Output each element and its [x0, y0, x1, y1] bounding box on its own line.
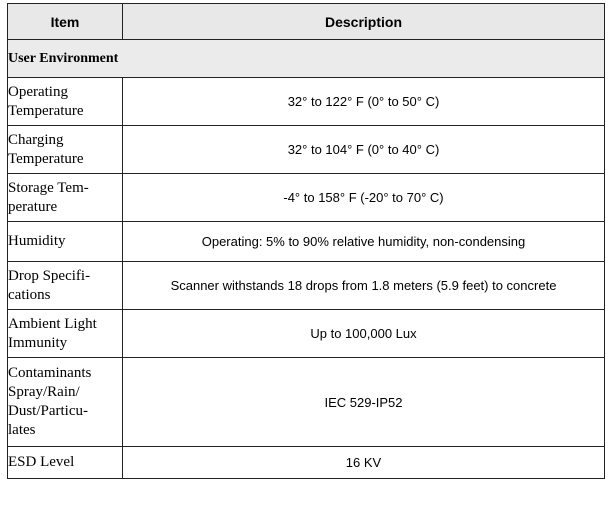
header-description: Description: [123, 4, 605, 40]
item-label-line: Drop Specifi-: [8, 267, 91, 284]
description-cell: 16 KV: [123, 447, 605, 479]
table-row: [8, 358, 605, 447]
description-cell: 32° to 104° F (0° to 40° C): [123, 126, 605, 174]
description-cell: IEC 529-IP52: [123, 358, 605, 447]
item-cell: [8, 358, 123, 447]
description-cell: Up to 100,000 Lux: [123, 310, 605, 358]
item-label-line: cations: [8, 286, 51, 303]
table-row: [8, 126, 605, 174]
item-cell: [8, 78, 123, 126]
item-label-line: Contaminants: [8, 365, 92, 381]
item-cell: [8, 222, 123, 262]
item-label-line: Temperature: [8, 102, 84, 119]
item-label-line: Ambient Light: [8, 315, 97, 332]
item-cell: [8, 262, 123, 310]
item-label-line: Storage Tem-: [8, 179, 89, 196]
item-cell: [8, 174, 123, 222]
table-row: [8, 222, 605, 262]
description-cell: -4° to 158° F (-20° to 70° C): [123, 174, 605, 222]
item-label-line: Dust/Particu-: [8, 403, 88, 419]
section-title: User Environment: [8, 40, 605, 78]
item-label-line: perature: [8, 198, 58, 215]
item-label-line: Temperature: [8, 150, 84, 167]
item-label-line: Spray/Rain/: [8, 384, 80, 400]
table-row: [8, 174, 605, 222]
item-cell: [8, 126, 123, 174]
header-item: Item: [8, 4, 123, 40]
table-row: [8, 447, 605, 479]
table-row: [8, 262, 605, 310]
item-label-line: Immunity: [8, 334, 68, 351]
item-label-line: Charging: [8, 131, 64, 148]
table-row: [8, 310, 605, 358]
description-cell: Operating: 5% to 90% relative humidity, non-condensing: [123, 222, 605, 262]
table-header-row: [8, 4, 605, 40]
item-cell: [8, 447, 123, 479]
item-label-line: Operating: [8, 83, 68, 100]
item-label-line: lates: [8, 422, 36, 438]
spec-table: [7, 3, 605, 479]
table-row: [8, 78, 605, 126]
item-cell: [8, 310, 123, 358]
item-label-line: Humidity: [8, 233, 66, 249]
item-label-line: ESD Level: [8, 454, 75, 470]
section-row: [8, 40, 605, 78]
description-cell: 32° to 122° F (0° to 50° C): [123, 78, 605, 126]
description-cell: Scanner withstands 18 drops from 1.8 meters (5.9 feet) to concrete: [123, 262, 605, 310]
